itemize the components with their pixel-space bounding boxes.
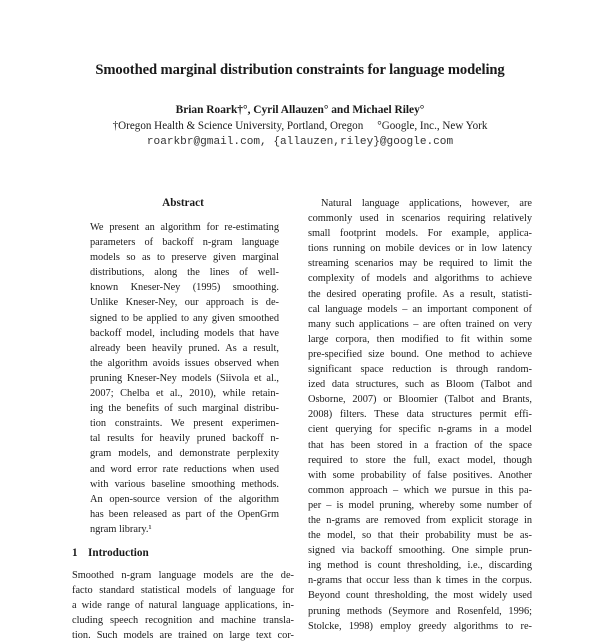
- abstract-line: parameters of backoff n-gram language: [90, 237, 279, 249]
- abstract-line: backoff model, including models that have: [90, 327, 279, 339]
- author-emails: roarkbr@gmail.com, {allauzen,riley}@google.com: [146, 136, 454, 148]
- right-line: ing method is count thresholding, i.e., discarding: [308, 560, 532, 572]
- right-line: signed via backoff smoothing. One simple prun-: [308, 545, 532, 557]
- intro-line: Smoothed n-gram language models are the de-: [72, 569, 294, 581]
- right-column: [308, 196, 532, 634]
- right-line: required to store the full, exact model, though: [308, 454, 532, 466]
- abstract-line: gram models, and demonstrate perplexity: [90, 448, 279, 460]
- right-line: ized data structures, such as Bloom (Talbot and: [308, 379, 532, 391]
- intro-line: tion. Such models are trained on large text cor-: [72, 630, 294, 642]
- right-line: Osborne, 2007) or Bloomier (Talbot and Brants,: [308, 394, 532, 406]
- right-line: Beyond count thresholding, the most widely used: [308, 590, 532, 602]
- right-line: Natural language applications, however, are: [321, 198, 532, 209]
- right-line: cient querying for specific n-grams in a model: [308, 424, 532, 436]
- right-line: the desired operating profile. As a result, statisti-: [308, 288, 532, 300]
- abstract-line: distributions, along the lines of well-: [90, 267, 279, 279]
- abstract-line: 2007; Chelba et al., 2010), while retain-: [90, 388, 279, 400]
- right-line: common approach – which we pursue in this pa-: [308, 484, 532, 496]
- left-column: [72, 196, 294, 643]
- abstract-line: tal results for heavily pruned backoff n-: [90, 433, 279, 445]
- right-line: pruning methods (Seymore and Rosenfeld, 1996;: [308, 605, 532, 617]
- section-number: 1: [72, 546, 78, 559]
- abstract-line: models so as to preserve given marginal: [90, 252, 279, 264]
- intro-line: cluding speech recognition and machine transla-: [72, 615, 294, 627]
- right-line: pre-specified size bound. One method to achieve: [308, 348, 532, 360]
- right-line: 2008) filters. These data structures permit effi-: [308, 409, 532, 421]
- affiliations: [0, 120, 600, 132]
- right-line: commonly used in scenarios requiring relatively: [308, 213, 532, 225]
- abstract-line: An open-source version of the algorithm: [90, 493, 279, 505]
- affiliation-google: °Google, Inc., New York: [377, 120, 488, 132]
- right-line: cal language models – an important component of: [308, 303, 532, 315]
- right-line: the n-grams are removed from explicit storage in: [308, 514, 532, 526]
- affiliation-ohsu: †Oregon Health & Science University, Portland, Oregon: [112, 120, 364, 132]
- abstract-line: tion constraints. We present experimen-: [90, 418, 279, 430]
- abstract-line: already been heavily pruned. As a result,: [90, 342, 279, 354]
- introduction-body: [72, 568, 294, 643]
- abstract-line: Unlike Kneser-Ney, our approach is de-: [90, 297, 279, 309]
- right-line: small footprint models. For example, applica-: [308, 228, 532, 240]
- abstract-heading: Abstract: [162, 197, 204, 209]
- abstract-line: and word error rate reductions when used: [90, 463, 279, 475]
- author-list: Brian Roark†°, Cyril Allauzen° and Michael Riley°: [175, 104, 425, 116]
- abstract-line: the algorithm avoids issues observed when: [90, 357, 279, 369]
- right-line: Stolcke, 1998) employ greedy algorithms to re-: [308, 620, 532, 632]
- right-line: significant space reduction is through random-: [308, 364, 532, 376]
- abstract-line: pruning Kneser-Ney models (Siivola et al.,: [90, 372, 279, 384]
- intro-continued-paragraph: [308, 196, 532, 634]
- right-line: with some probability of false positives. Another: [308, 469, 532, 481]
- abstract-line: ngram library.¹: [90, 523, 152, 535]
- right-line: streaming scenarios may be required to limit the: [308, 258, 532, 270]
- section-heading-introduction: [72, 546, 294, 561]
- right-line: large corpora, then modified to fit within some: [308, 333, 532, 345]
- abstract-line: has been released as part of the OpenGrm: [90, 508, 279, 520]
- right-line: tions running on mobile devices or in low latency: [308, 243, 532, 255]
- abstract-line: known Kneser-Ney (1995) smoothing.: [90, 282, 279, 294]
- right-line: many such applications – are often trained on very: [308, 318, 532, 330]
- abstract-line: with various baseline smoothing methods.: [90, 478, 279, 490]
- abstract-line: ing the benefits of such marginal distribu-: [90, 403, 279, 415]
- right-line: that has been stored in a fraction of the space: [308, 439, 532, 451]
- section-title: Introduction: [88, 546, 149, 559]
- abstract-body: [90, 220, 279, 537]
- paper-title: Smoothed marginal distribution constraints for language modeling: [95, 62, 505, 78]
- abstract-line: We present an algorithm for re-estimating: [90, 222, 279, 233]
- intro-line: a wide range of natural language applications, in-: [72, 600, 294, 612]
- right-line: per – is model pruning, whereby some number of: [308, 499, 532, 511]
- abstract-line: signed to be applied to any given smoothed: [90, 312, 279, 324]
- right-line: complexity of models and algorithms to achieve: [308, 273, 532, 285]
- right-line: the model, so that their probability must be as-: [308, 530, 532, 542]
- right-line: n-grams that occur less than k times in the corpus.: [308, 575, 532, 587]
- intro-line: facto standard statistical models of language for: [72, 585, 294, 597]
